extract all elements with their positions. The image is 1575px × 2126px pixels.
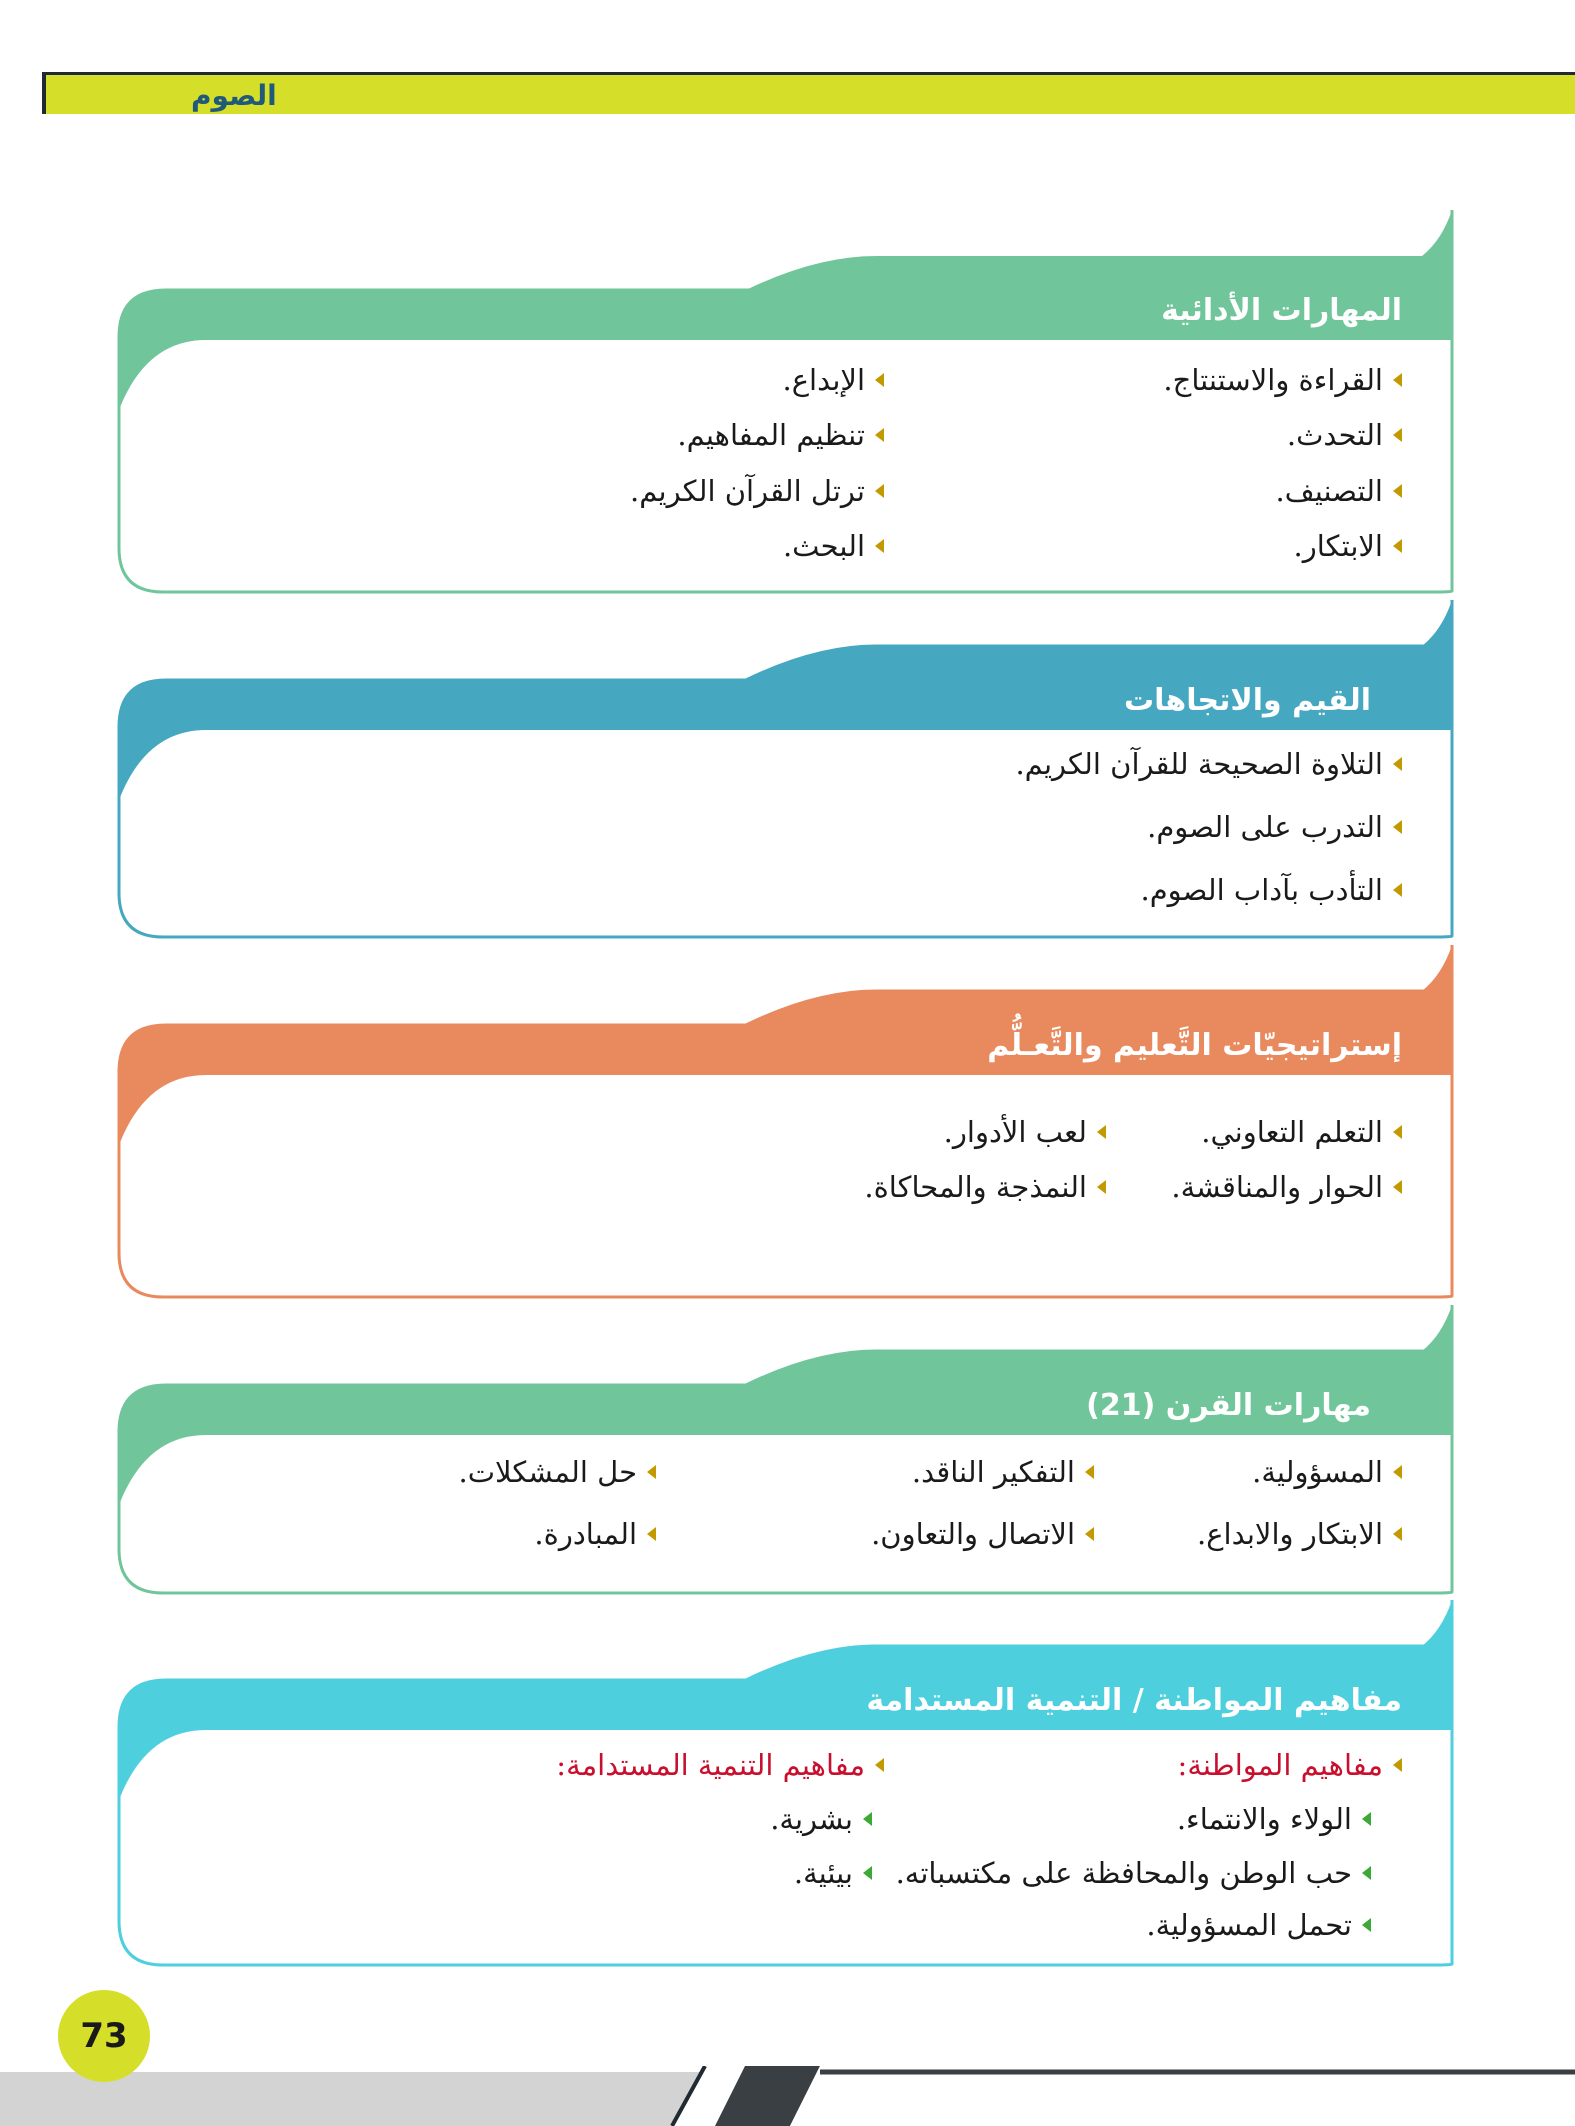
bullet-icon <box>1085 1527 1094 1541</box>
bullet-icon <box>1362 1866 1371 1880</box>
section-teaching-strategies <box>116 945 1456 1305</box>
section-title: القيم والاتجاهات <box>1124 683 1371 718</box>
bullet-icon <box>863 1866 872 1880</box>
list-item: التلاوة الصحيحة للقرآن الكريم. <box>1015 747 1402 781</box>
subheading-citizenship: مفاهيم المواطنة: <box>1178 1748 1402 1782</box>
bullet-icon <box>1393 757 1402 771</box>
bullet-icon <box>1393 883 1402 897</box>
bullet-icon <box>647 1465 656 1479</box>
list-item: حب الوطن والمحافظة على مكتسباته. <box>896 1856 1371 1890</box>
bullet-icon <box>875 484 884 498</box>
bullet-icon <box>875 373 884 387</box>
list-item: القراءة والاستنتاج. <box>1163 363 1402 397</box>
list-item: البحث. <box>783 529 884 563</box>
bullet-icon <box>863 1812 872 1826</box>
list-item: حل المشكلات. <box>459 1455 656 1489</box>
bullet-icon <box>1393 484 1402 498</box>
section-title: المهارات الأدائية <box>1161 293 1402 328</box>
section-citizenship-sustainability <box>116 1600 1456 1970</box>
list-item: الولاء والانتماء. <box>1177 1802 1371 1836</box>
list-item: بشرية. <box>770 1802 872 1836</box>
page-number: 73 <box>58 1990 150 2082</box>
bullet-icon <box>875 539 884 553</box>
bullet-icon <box>875 428 884 442</box>
footer-band <box>0 2066 1575 2126</box>
bullet-icon <box>1393 1527 1402 1541</box>
list-item: لعب الأدوار. <box>944 1115 1106 1149</box>
section-title: مفاهيم المواطنة / التنمية المستدامة <box>866 1683 1402 1718</box>
bullet-icon <box>1097 1125 1106 1139</box>
chapter-header-bar <box>42 72 1575 114</box>
bullet-icon <box>647 1527 656 1541</box>
bullet-icon <box>1085 1465 1094 1479</box>
section-title: إستراتيجيّات التَّعليم والتَّعـلُّم <box>987 1028 1402 1063</box>
list-item: النمذجة والمحاكاة. <box>864 1170 1106 1204</box>
bullet-icon <box>1393 1180 1402 1194</box>
list-item: الاتصال والتعاون. <box>871 1517 1094 1551</box>
list-item: الابتكار والابداع. <box>1197 1517 1402 1551</box>
list-item: التفكير الناقد. <box>912 1455 1094 1489</box>
list-item: المسؤولية. <box>1252 1455 1402 1489</box>
section-frame <box>116 1305 1456 1600</box>
list-item: التصنيف. <box>1275 474 1402 508</box>
list-item: التحدث. <box>1287 418 1402 452</box>
list-item: بيئية. <box>794 1856 872 1890</box>
section-performance-skills <box>116 210 1456 600</box>
list-item: المبادرة. <box>534 1517 656 1551</box>
bullet-icon <box>1393 428 1402 442</box>
bullet-icon <box>1362 1918 1371 1932</box>
list-item: ترتل القرآن الكريم. <box>630 474 884 508</box>
list-item: تنظيم المفاهيم. <box>677 418 884 452</box>
bullet-icon <box>875 1758 884 1772</box>
list-item: التدرب على الصوم. <box>1147 810 1402 844</box>
chapter-title: الصوم <box>191 79 277 112</box>
list-item: تحمل المسؤولية. <box>1146 1908 1371 1942</box>
bullet-icon <box>1393 373 1402 387</box>
section-21st-century-skills <box>116 1305 1456 1600</box>
bullet-icon <box>1393 539 1402 553</box>
bullet-icon <box>1393 820 1402 834</box>
bullet-icon <box>1362 1812 1371 1826</box>
list-item: الابتكار. <box>1294 529 1403 563</box>
bullet-icon <box>1393 1125 1402 1139</box>
section-title: مهارات القرن (21) <box>1086 1388 1371 1423</box>
bullet-icon <box>1097 1180 1106 1194</box>
list-item: التأدب بآداب الصوم. <box>1140 873 1402 907</box>
section-values-attitudes <box>116 600 1456 945</box>
bullet-icon <box>1393 1758 1402 1772</box>
bullet-icon <box>1393 1465 1402 1479</box>
list-item: الحوار والمناقشة. <box>1171 1170 1402 1204</box>
list-item: الإبداع. <box>783 363 884 397</box>
subheading-sustainability: مفاهيم التنمية المستدامة: <box>556 1748 884 1782</box>
list-item: التعلم التعاوني. <box>1201 1115 1402 1149</box>
